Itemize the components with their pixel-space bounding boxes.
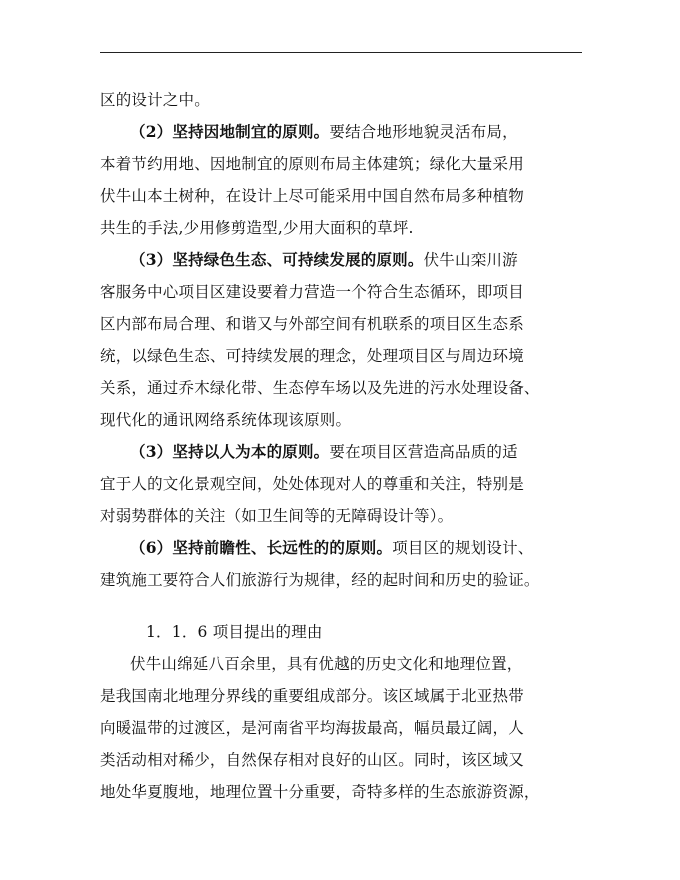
text-line: 宜于人的文化景观空间，处处体现对人的尊重和关注，特别是 <box>100 475 524 493</box>
text-line: 共生的手法,少用修剪造型,少用大面积的草坪. <box>100 219 414 237</box>
paragraph-text: 要在项目区营造高品质的适 <box>329 443 518 461</box>
text-line: 区内部布局合理、和谐又与外部空间有机联系的项目区生态系 <box>100 315 524 333</box>
text-line: 关系，通过乔木绿化带、生态停车场以及先进的污水处理设备、 <box>100 379 540 397</box>
text-line: 客服务中心项目区建设要着力营造一个符合生态循环，即项目 <box>100 283 524 301</box>
paragraph-line <box>130 442 518 462</box>
paragraph-text: 项目区的规划设计、 <box>392 539 534 557</box>
text-line: 向暖温带的过渡区，是河南省平均海拔最高，幅员最辽阔，人 <box>100 719 524 737</box>
text-line: 伏牛山本土树种，在设计上尽可能采用中国自然布局多种植物 <box>100 187 524 205</box>
principle-title: （3）坚持绿色生态、可持续发展的原则。 <box>130 250 424 269</box>
paragraph-line <box>130 122 518 142</box>
paragraph-line <box>130 250 518 270</box>
paragraph-text: 要结合地形地貌灵活布局， <box>329 123 518 141</box>
section-heading: 1．1．6 项目提出的理由 <box>146 623 323 641</box>
text-line: 建筑施工要符合人们旅游行为规律，经的起时间和历史的验证。 <box>100 571 540 589</box>
paragraph-line <box>130 538 534 558</box>
header-rule <box>100 52 582 53</box>
principle-title: （2）坚持因地制宜的原则。 <box>130 122 330 141</box>
principle-title: （6）坚持前瞻性、长远性的的原则。 <box>130 538 393 557</box>
paragraph-text: 伏牛山栾川游 <box>423 251 518 269</box>
text-line: 类活动相对稀少，自然保存相对良好的山区。同时，该区域又 <box>100 751 524 769</box>
paragraph-line <box>130 654 523 674</box>
text-line: 本着节约用地、因地制宜的原则布局主体建筑；绿化大量采用 <box>100 155 524 173</box>
text-line: 区的设计之中。 <box>100 91 210 109</box>
text-line: 地处华夏腹地，地理位置十分重要，奇特多样的生态旅游资源， <box>100 783 540 801</box>
text-line: 是我国南北地理分界线的重要组成部分。该区域属于北亚热带 <box>100 687 524 705</box>
principle-title: （3）坚持以人为本的原则。 <box>130 442 330 461</box>
text-line: 统，以绿色生态、可持续发展的理念，处理项目区与周边环境 <box>100 347 524 365</box>
paragraph-text: 伏牛山绵延八百余里，具有优越的历史文化和地理位置， <box>130 655 523 673</box>
text-line: 现代化的通讯网络系统体现该原则。 <box>100 411 352 429</box>
text-line: 对弱势群体的关注（如卫生间等的无障碍设计等）。 <box>100 507 454 525</box>
